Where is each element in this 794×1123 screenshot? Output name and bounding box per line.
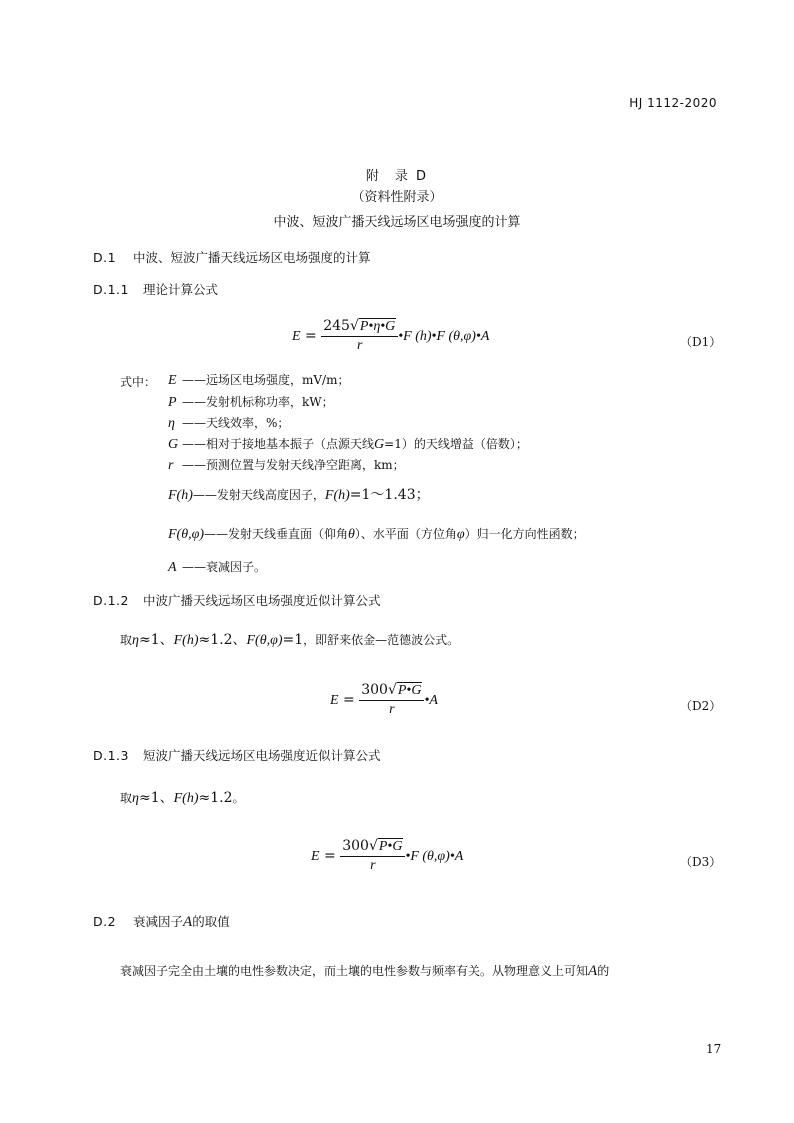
section-number: D.1.1 — [93, 282, 129, 297]
para-math: ≈1.2 — [198, 790, 233, 806]
paragraph-d12 — [120, 629, 459, 649]
formula-d3: E = $\frac{300√P•G}{r}$ •F (θ,φ)•A — [311, 838, 464, 873]
para-math: ≈1.2、 — [198, 632, 247, 648]
def-text: ——远场区电场强度，mV/m； — [182, 373, 350, 387]
definition-item — [168, 484, 430, 504]
formula-radicand: P•η•G — [359, 319, 396, 334]
formula-radicand: P•G — [378, 839, 403, 854]
def-text-3: ）归一化方向性函数； — [464, 527, 585, 541]
section-title-post: 的取值 — [192, 914, 230, 929]
section-title: 中波、短波广播天线远场区电场强度的计算 — [133, 250, 371, 265]
formula-coefficient: 300 — [361, 682, 388, 698]
def-text-2: =1～1.43； — [349, 487, 430, 503]
appendix-title: 中波、短波广播天线远场区电场强度的计算 — [273, 215, 521, 230]
definition-item — [168, 393, 334, 411]
def-symbol: η — [168, 416, 175, 431]
formula-rhs: •F (h)•F (θ,φ)•A — [398, 329, 490, 344]
paragraph-d13 — [120, 787, 245, 807]
symbol-a: A — [588, 963, 598, 979]
section-d1-heading — [93, 248, 371, 266]
appendix-label-part2: 录 D — [394, 169, 429, 184]
section-number: D.2 — [93, 914, 117, 929]
para-math: ≈1、 — [138, 790, 174, 806]
section-d2-heading — [93, 912, 230, 931]
def-symbol: F(θ,φ) — [168, 527, 204, 542]
def-symbol: r — [168, 458, 174, 473]
symbol-ftheta: F(θ,φ) — [246, 633, 283, 648]
equation-label-d3: （D3） — [680, 855, 722, 869]
page-number: 17 — [706, 1042, 722, 1056]
def-symbol-inline: F(h) — [324, 488, 350, 503]
section-d11-heading — [93, 280, 218, 298]
para-text: 取 — [120, 791, 133, 805]
formula-lhs: E — [292, 329, 301, 344]
formula-lhs: E — [311, 849, 320, 864]
def-text: ——相对于接地基本振子（点源天线 — [182, 437, 375, 451]
definitions-intro: 式中： — [120, 375, 157, 389]
paragraph-d2 — [120, 962, 609, 980]
symbol-fh: F(h) — [173, 791, 199, 806]
symbol-eta: η — [132, 633, 139, 648]
definition-item — [168, 371, 349, 389]
definition-item — [168, 558, 266, 576]
definition-item — [168, 456, 405, 474]
document-code: HJ 1112-2020 — [629, 96, 717, 110]
def-text: ——发射天线垂直面（仰角 — [204, 527, 349, 541]
definition-item — [168, 414, 289, 432]
section-title: 中波广播天线远场区电场强度近似计算公式 — [143, 593, 381, 608]
def-text: ——预测位置与发射天线净空距离，km； — [182, 458, 405, 472]
definition-item — [168, 435, 528, 453]
section-number: D.1 — [93, 250, 117, 265]
formula-coefficient: 245 — [323, 318, 350, 334]
formula-fraction: $\frac{300√P•G}{r}$ — [359, 682, 424, 718]
formula-fraction: $\frac{245√P•\eta•G}{r}$ — [321, 318, 398, 354]
formula-coefficient: 300 — [342, 838, 369, 854]
def-symbol: E — [168, 373, 177, 388]
formula-radicand: P•G — [397, 683, 422, 698]
section-number: D.1.2 — [93, 593, 129, 608]
equation-label-d1: （D1） — [680, 335, 722, 349]
formula-lhs: E — [330, 693, 339, 708]
symbol-eta: η — [132, 791, 139, 806]
definition-item — [168, 525, 585, 543]
def-symbol-inline: θ — [348, 527, 355, 542]
para-text: 衰减因子完全由土壤的电性参数决定，而土壤的电性参数与频率有关。从物理意义上可知 — [120, 964, 589, 978]
def-text: ——发射天线高度因子， — [192, 488, 325, 502]
para-math: =1 — [282, 632, 304, 648]
formula-denominator: r — [389, 702, 395, 717]
formula-rhs: •A — [424, 693, 438, 708]
section-d12-heading — [93, 591, 381, 609]
def-symbol: F(h) — [168, 488, 193, 503]
def-symbol-inline: G — [374, 437, 385, 452]
formula-denominator: r — [357, 338, 363, 353]
section-title-pre: 衰减因子 — [133, 914, 184, 929]
formula-d2: E = $\frac{300√P•G}{r}$ •A — [330, 682, 438, 717]
formula-denominator: r — [370, 858, 376, 873]
para-text: 取 — [120, 633, 133, 647]
section-title: 理论计算公式 — [143, 282, 219, 297]
symbol-fh: F(h) — [173, 633, 199, 648]
formula-d1: E = $\frac{245√P•\eta•G}{r}$ •F (h)•F (θ,φ)•A — [292, 318, 490, 353]
def-symbol: P — [168, 395, 177, 410]
section-symbol: A — [183, 914, 193, 930]
para-text: 。 — [232, 791, 245, 805]
equation-label-d2: （D2） — [680, 699, 722, 713]
appendix-label — [0, 165, 794, 184]
def-text: ——天线效率，%； — [182, 416, 290, 430]
para-text-end: 的 — [597, 964, 610, 978]
appendix-type: （资料性附录） — [351, 190, 443, 205]
formula-fraction: $\frac{300√P•G}{r}$ — [340, 838, 405, 874]
def-symbol-inline-2: φ — [456, 527, 465, 542]
def-text-2: =1）的天线增益（倍数）； — [384, 437, 528, 451]
def-text: ——衰减因子。 — [182, 560, 267, 574]
section-d13-heading — [93, 746, 381, 764]
def-text: ——发射机标称功率，kW； — [182, 395, 334, 409]
section-title: 短波广播天线远场区电场强度近似计算公式 — [143, 748, 381, 763]
para-math: ≈1、 — [138, 632, 174, 648]
formula-rhs: •F (θ,φ)•A — [405, 849, 464, 864]
def-symbol: G — [168, 437, 179, 452]
para-text: ，即舒来依金—范德波公式。 — [303, 633, 460, 647]
def-symbol: A — [168, 560, 177, 575]
def-text-2: ）、水平面（方位角 — [354, 527, 457, 541]
section-number: D.1.3 — [93, 748, 129, 763]
appendix-label-part1: 附 — [365, 169, 381, 184]
